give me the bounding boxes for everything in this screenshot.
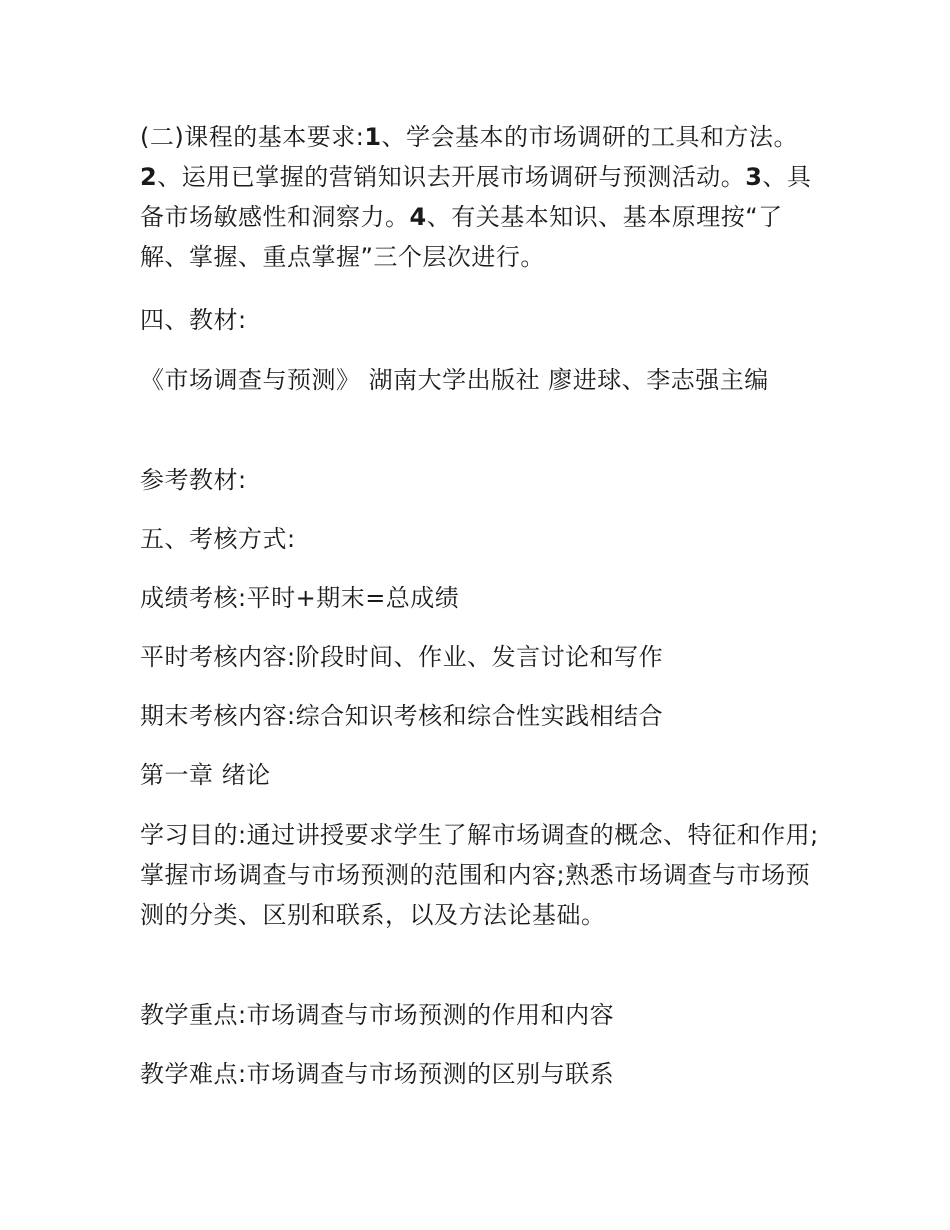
learning-objectives: 学习目的:通过讲授要求学生了解市场调查的概念、特征和作用;掌握市场调查与市场预测的范围和内容;熟悉市场调查与市场预测的分类、区别和联系，以及方法论基础。 [140, 821, 819, 929]
difficult-points: 教学难点:市场调查与市场预测的区别与联系 [140, 1060, 615, 1088]
key-points: 教学重点:市场调查与市场预测的作用和内容 [140, 1001, 615, 1029]
reference-heading: 参考教材: [140, 466, 247, 494]
requirement-text-4: 、有关基本知识、基本原理按“了解、掌握、重点掌握”三个层次进行。 [140, 203, 783, 271]
regular-assessment: 平时考核内容:阶段时间、作业、发言讨论和写作 [140, 643, 664, 671]
course-requirements-paragraph [140, 117, 820, 277]
assessment-heading: 五、考核方式: [140, 525, 296, 553]
textbook-info: 《市场调查与预测》 湖南大学出版社 廖进球、李志强主编 [140, 366, 769, 394]
requirement-number-2: 2 [140, 163, 158, 191]
grade-formula: 成绩考核:平时+期末=总成绩 [140, 584, 460, 612]
requirement-number-1: 1 [364, 123, 382, 151]
final-assessment: 期末考核内容:综合知识考核和综合性实践相结合 [140, 702, 664, 730]
requirement-number-4: 4 [409, 203, 427, 231]
chapter-title: 第一章 绪论 [140, 761, 271, 789]
requirement-number-3: 3 [745, 163, 763, 191]
textbook-heading: 四、教材: [140, 306, 247, 334]
requirement-text-1: 、学会基本的市场调研的工具和方法。 [381, 123, 799, 151]
requirements-prefix: (二)课程的基本要求: [140, 123, 365, 151]
requirement-text-2: 、运用已掌握的营销知识去开展市场调研与预测活动。 [157, 163, 746, 191]
requirement-text-3: 、具备市场敏感性和洞察力。 [140, 163, 812, 231]
